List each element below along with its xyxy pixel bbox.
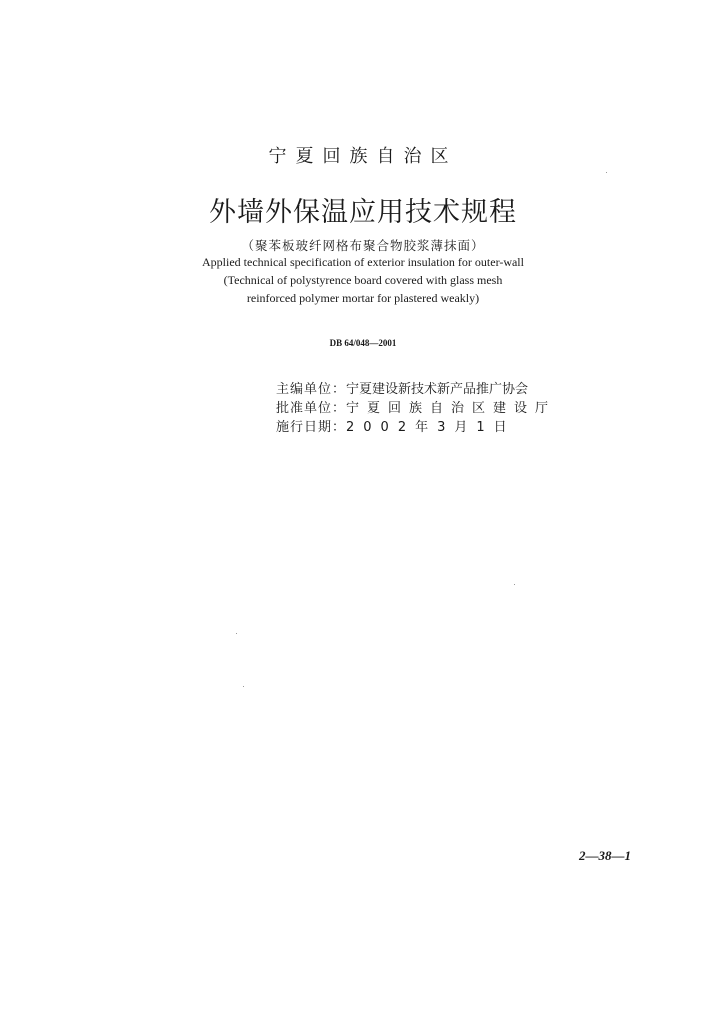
editor-value: 宁夏建设新技术新产品推广协会 — [346, 382, 529, 397]
document-title: 外墙外保温应用技术规程 — [209, 197, 517, 228]
approver-value: 宁夏回族自治区建设厅 — [346, 401, 557, 416]
effective-date-value: 2002年3月1日 — [346, 420, 516, 435]
issuing-authority: 宁夏回族自治区 — [268, 146, 458, 167]
effective-date-label: 施行日期： — [276, 420, 347, 435]
chinese-subtitle: （聚苯板玻纤网格布聚合物胶浆薄抹面） — [241, 238, 485, 253]
scan-speck — [606, 172, 607, 173]
approver-label: 批准单位： — [276, 401, 347, 416]
approver-row — [276, 397, 556, 416]
page-number: 2—38—1 — [579, 848, 631, 863]
scan-speck — [236, 633, 237, 634]
english-title-line-2: (Technical of polystyrence board covered with glass mesh — [223, 273, 503, 287]
scan-speck — [243, 686, 244, 687]
english-title-line-3: reinforced polymer mortar for plastered weakly) — [246, 291, 480, 305]
editor-label: 主编单位： — [276, 382, 347, 397]
editor-row — [276, 378, 528, 397]
standard-code: DB 64/048—2001 — [329, 338, 397, 348]
english-title-line-1: Applied technical specification of exterior insulation for outer-wall — [202, 255, 524, 269]
effective-date-row — [276, 416, 516, 435]
scan-speck — [514, 584, 515, 585]
